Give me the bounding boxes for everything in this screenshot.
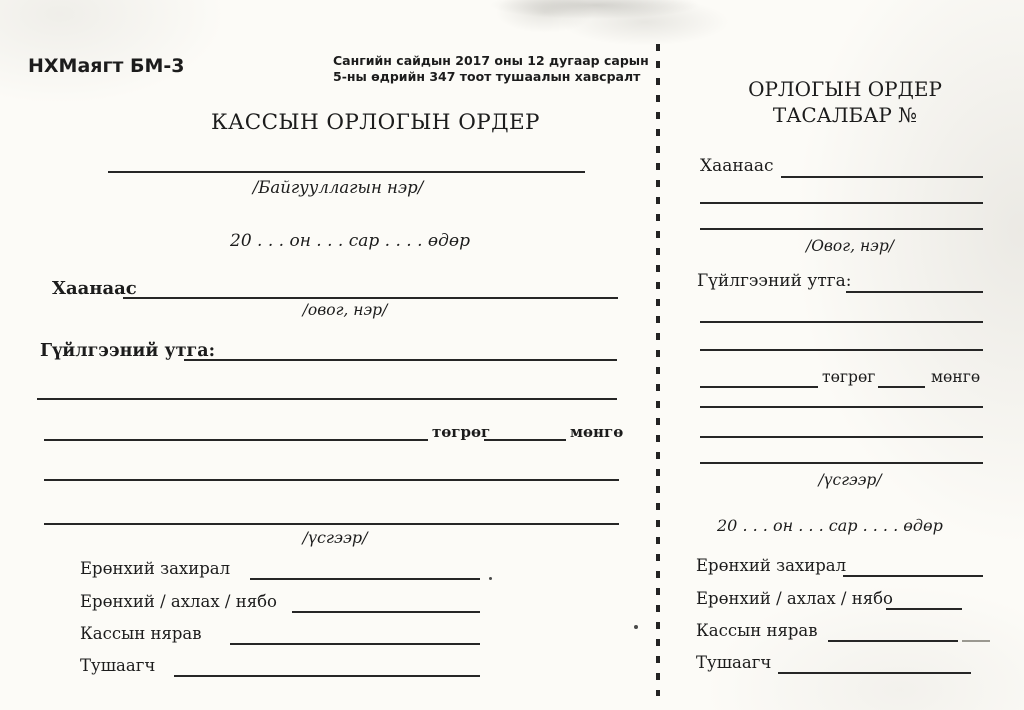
stub-amount-line xyxy=(700,386,818,388)
stub-director-signature-line xyxy=(843,575,983,577)
amount-line xyxy=(44,439,428,441)
stub-purpose-line-3 xyxy=(700,349,983,351)
stub-cents-line xyxy=(878,386,925,388)
director-label: Ерөнхий захирал xyxy=(80,559,231,578)
purpose-line xyxy=(184,359,617,361)
attachment-note-line1: Сангийн сайдын 2017 оны 12 дугаар сарын xyxy=(333,53,649,68)
stub-from-line-3 xyxy=(700,228,983,230)
stub-mungu-label: мөнгө xyxy=(931,368,981,386)
mungu-label: мөнгө xyxy=(570,423,624,441)
cents-line xyxy=(484,439,566,441)
org-name-line xyxy=(108,171,585,173)
payer-label: Тушаагч xyxy=(80,656,156,675)
cashier-label: Кассын нярав xyxy=(80,624,202,643)
accountant-signature-line xyxy=(292,611,480,613)
stub-tugrug-label: төгрөг xyxy=(822,368,876,386)
stub-purpose-line-2 xyxy=(700,321,983,323)
stub-title-line2: ТАСАЛБАР № xyxy=(772,103,918,127)
stub-title xyxy=(695,76,995,128)
stub-words-line-3 xyxy=(700,462,983,464)
org-name-caption: /Байгууллагын нэр/ xyxy=(252,178,424,197)
stub-words-line-2 xyxy=(700,436,983,438)
scan-speck xyxy=(634,625,638,629)
stub-purpose-line xyxy=(846,291,983,293)
purpose-line-2 xyxy=(37,398,617,400)
stub-purpose-label: Гүйлгээний утга: xyxy=(697,271,852,291)
stub-words-line-1 xyxy=(700,406,983,408)
stub-in-words-caption: /үсгээр/ xyxy=(818,471,882,489)
stub-director-label: Ерөнхий захирал xyxy=(696,556,847,575)
attachment-note-line2: 5-ны өдрийн 347 тоот тушаалын хавсралт xyxy=(333,69,641,84)
stub-cashier-label: Кассын нярав xyxy=(696,621,818,640)
scan-speck xyxy=(489,577,492,580)
name-caption: /овог, нэр/ xyxy=(302,301,388,319)
from-line xyxy=(123,297,618,299)
purpose-label: Гүйлгээний утга: xyxy=(40,341,216,361)
stub-name-caption: /Овог, нэр/ xyxy=(805,237,894,255)
attachment-note xyxy=(333,53,649,85)
amount-words-line-2 xyxy=(44,523,619,525)
tear-off-dashed-divider xyxy=(656,44,660,696)
date-blank-line: 20 . . . он . . . сар . . . . өдөр xyxy=(230,231,471,251)
stub-accountant-signature-line xyxy=(886,608,962,610)
stub-title-line1: ОРЛОГЫН ОРДЕР xyxy=(748,77,942,101)
stub-payer-label: Тушаагч xyxy=(696,653,772,672)
in-words-caption: /үсгээр/ xyxy=(302,528,368,547)
payer-signature-line xyxy=(174,675,480,677)
stub-date-blank-line: 20 . . . он . . . сар . . . . өдөр xyxy=(717,516,943,535)
from-label: Хаанаас xyxy=(52,278,137,299)
accountant-label: Ерөнхий / ахлах / нябо xyxy=(80,592,277,611)
amount-words-line-1 xyxy=(44,479,619,481)
cashier-signature-line xyxy=(230,643,480,645)
stub-cashier-signature-line xyxy=(828,640,958,642)
stub-accountant-label: Ерөнхий / ахлах / нябо xyxy=(696,589,893,608)
form-code: НХМаягт БМ-3 xyxy=(28,55,185,77)
tugrug-label: төгрөг xyxy=(432,423,491,441)
stub-payer-signature-line xyxy=(778,672,971,674)
stub-from-line xyxy=(781,176,983,178)
main-form-title: КАССЫН ОРЛОГЫН ОРДЕР xyxy=(211,110,540,135)
director-signature-line xyxy=(250,578,480,580)
stub-from-label: Хаанаас xyxy=(700,156,774,176)
stub-cashier-signature-line-faded-end xyxy=(962,640,990,642)
stub-from-line-2 xyxy=(700,202,983,204)
